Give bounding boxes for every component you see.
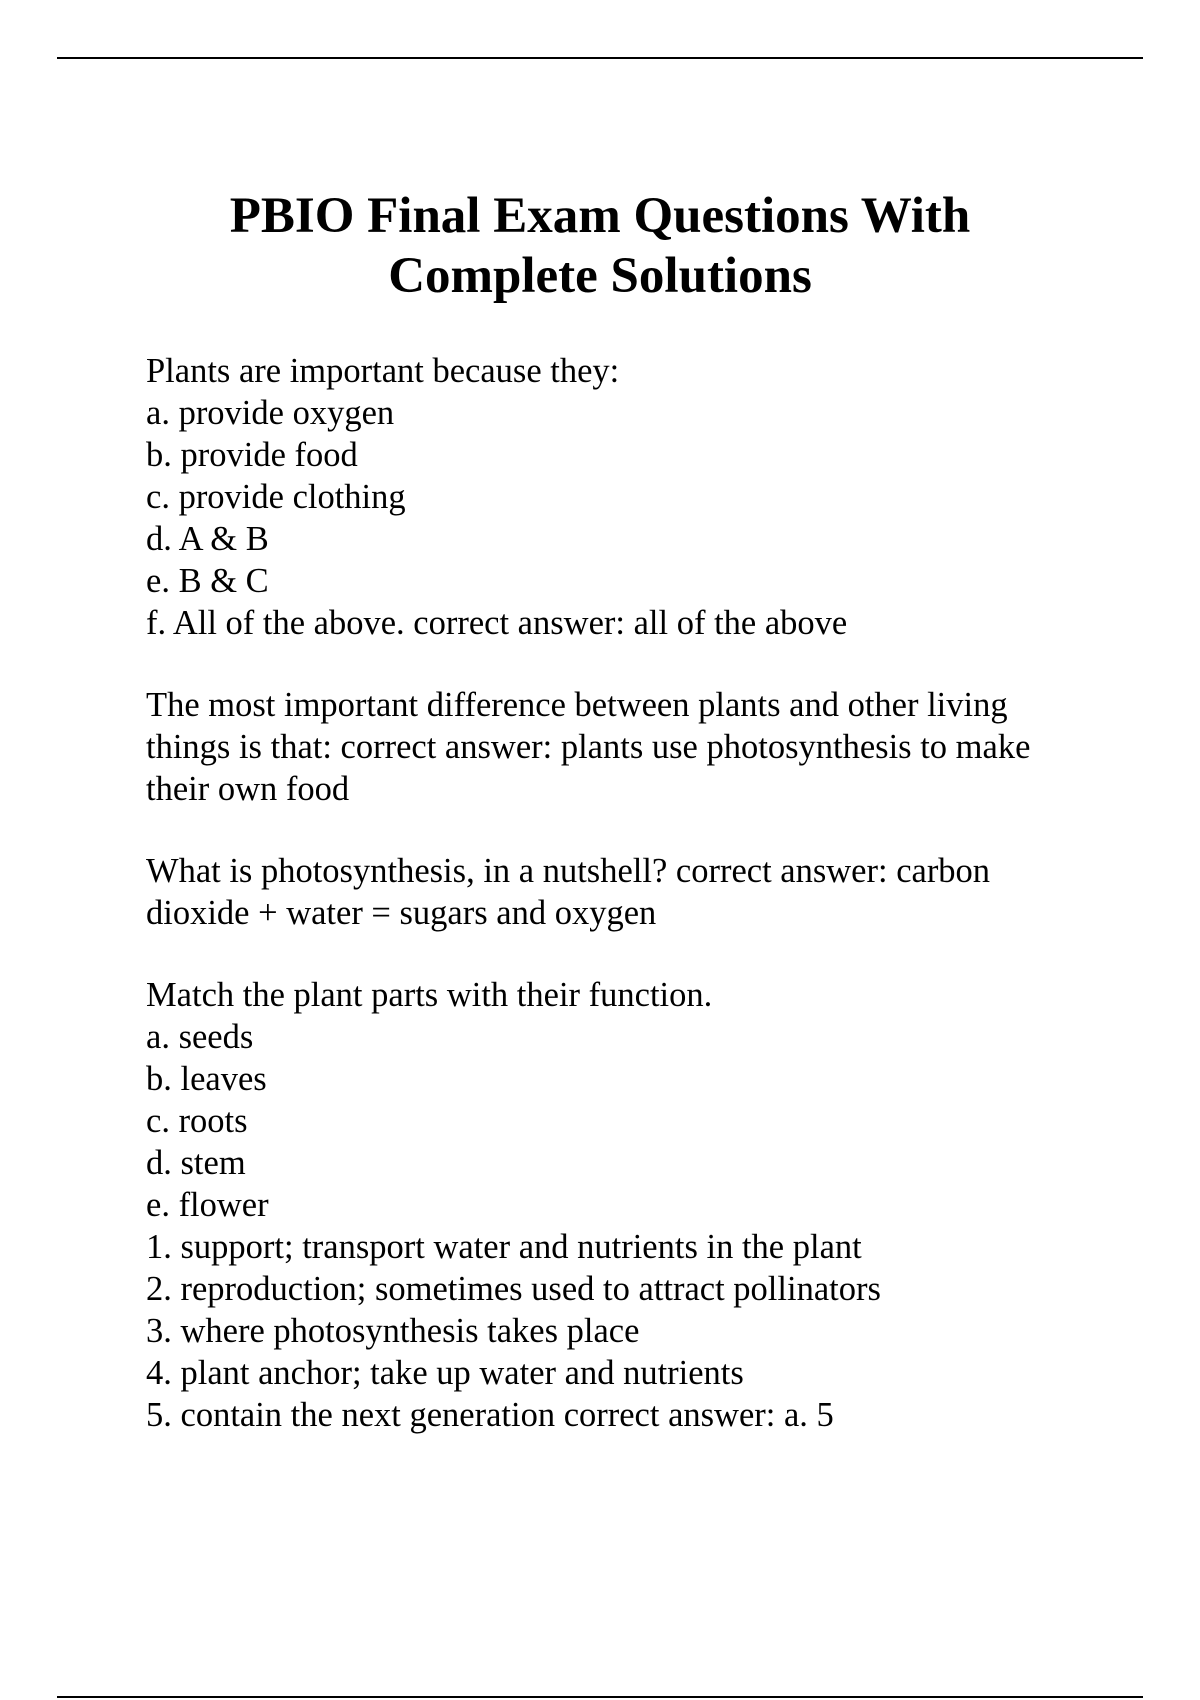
question-4-function-3: 3. where photosynthesis takes place — [146, 1312, 640, 1350]
question-4-function-1: 1. support; transport water and nutrients in the plant — [146, 1228, 862, 1266]
page-title — [100, 186, 1100, 306]
question-1-prompt: Plants are important because they: — [146, 352, 620, 390]
question-2 — [146, 684, 1106, 810]
bottom-rule — [57, 1696, 1143, 1698]
question-4-prompt: Match the plant parts with their function. — [146, 976, 713, 1014]
question-2-line-2: things is that: correct answer: plants use photosynthesis to make — [146, 728, 1031, 766]
title-line-1: PBIO Final Exam Questions With — [229, 188, 971, 244]
question-1-option-d: d. A & B — [146, 520, 269, 558]
question-4-part-a: a. seeds — [146, 1018, 254, 1056]
question-4-part-d: d. stem — [146, 1144, 246, 1182]
question-3-line-2: dioxide + water = sugars and oxygen — [146, 894, 657, 932]
question-4-part-e: e. flower — [146, 1186, 269, 1224]
question-1 — [146, 350, 1106, 644]
question-4 — [146, 974, 1106, 1436]
document-body — [146, 350, 1106, 1436]
top-rule — [57, 57, 1143, 59]
question-1-option-e: e. B & C — [146, 562, 269, 600]
question-1-option-f-answer: f. All of the above. correct answer: all of the above — [146, 604, 848, 642]
question-4-function-4: 4. plant anchor; take up water and nutrients — [146, 1354, 744, 1392]
question-1-option-c: c. provide clothing — [146, 478, 406, 516]
question-3-line-1: What is photosynthesis, in a nutshell? correct answer: carbon — [146, 852, 991, 890]
question-2-line-1: The most important difference between plants and other living — [146, 686, 1008, 724]
question-4-part-b: b. leaves — [146, 1060, 267, 1098]
title-line-2: Complete Solutions — [388, 248, 812, 304]
question-1-option-a: a. provide oxygen — [146, 394, 395, 432]
question-4-part-c: c. roots — [146, 1102, 248, 1140]
question-1-option-b: b. provide food — [146, 436, 358, 474]
question-4-function-2: 2. reproduction; sometimes used to attract pollinators — [146, 1270, 881, 1308]
question-2-line-3: their own food — [146, 770, 350, 808]
question-4-function-5-answer: 5. contain the next generation correct answer: a. 5 — [146, 1396, 834, 1434]
question-3 — [146, 850, 1106, 934]
